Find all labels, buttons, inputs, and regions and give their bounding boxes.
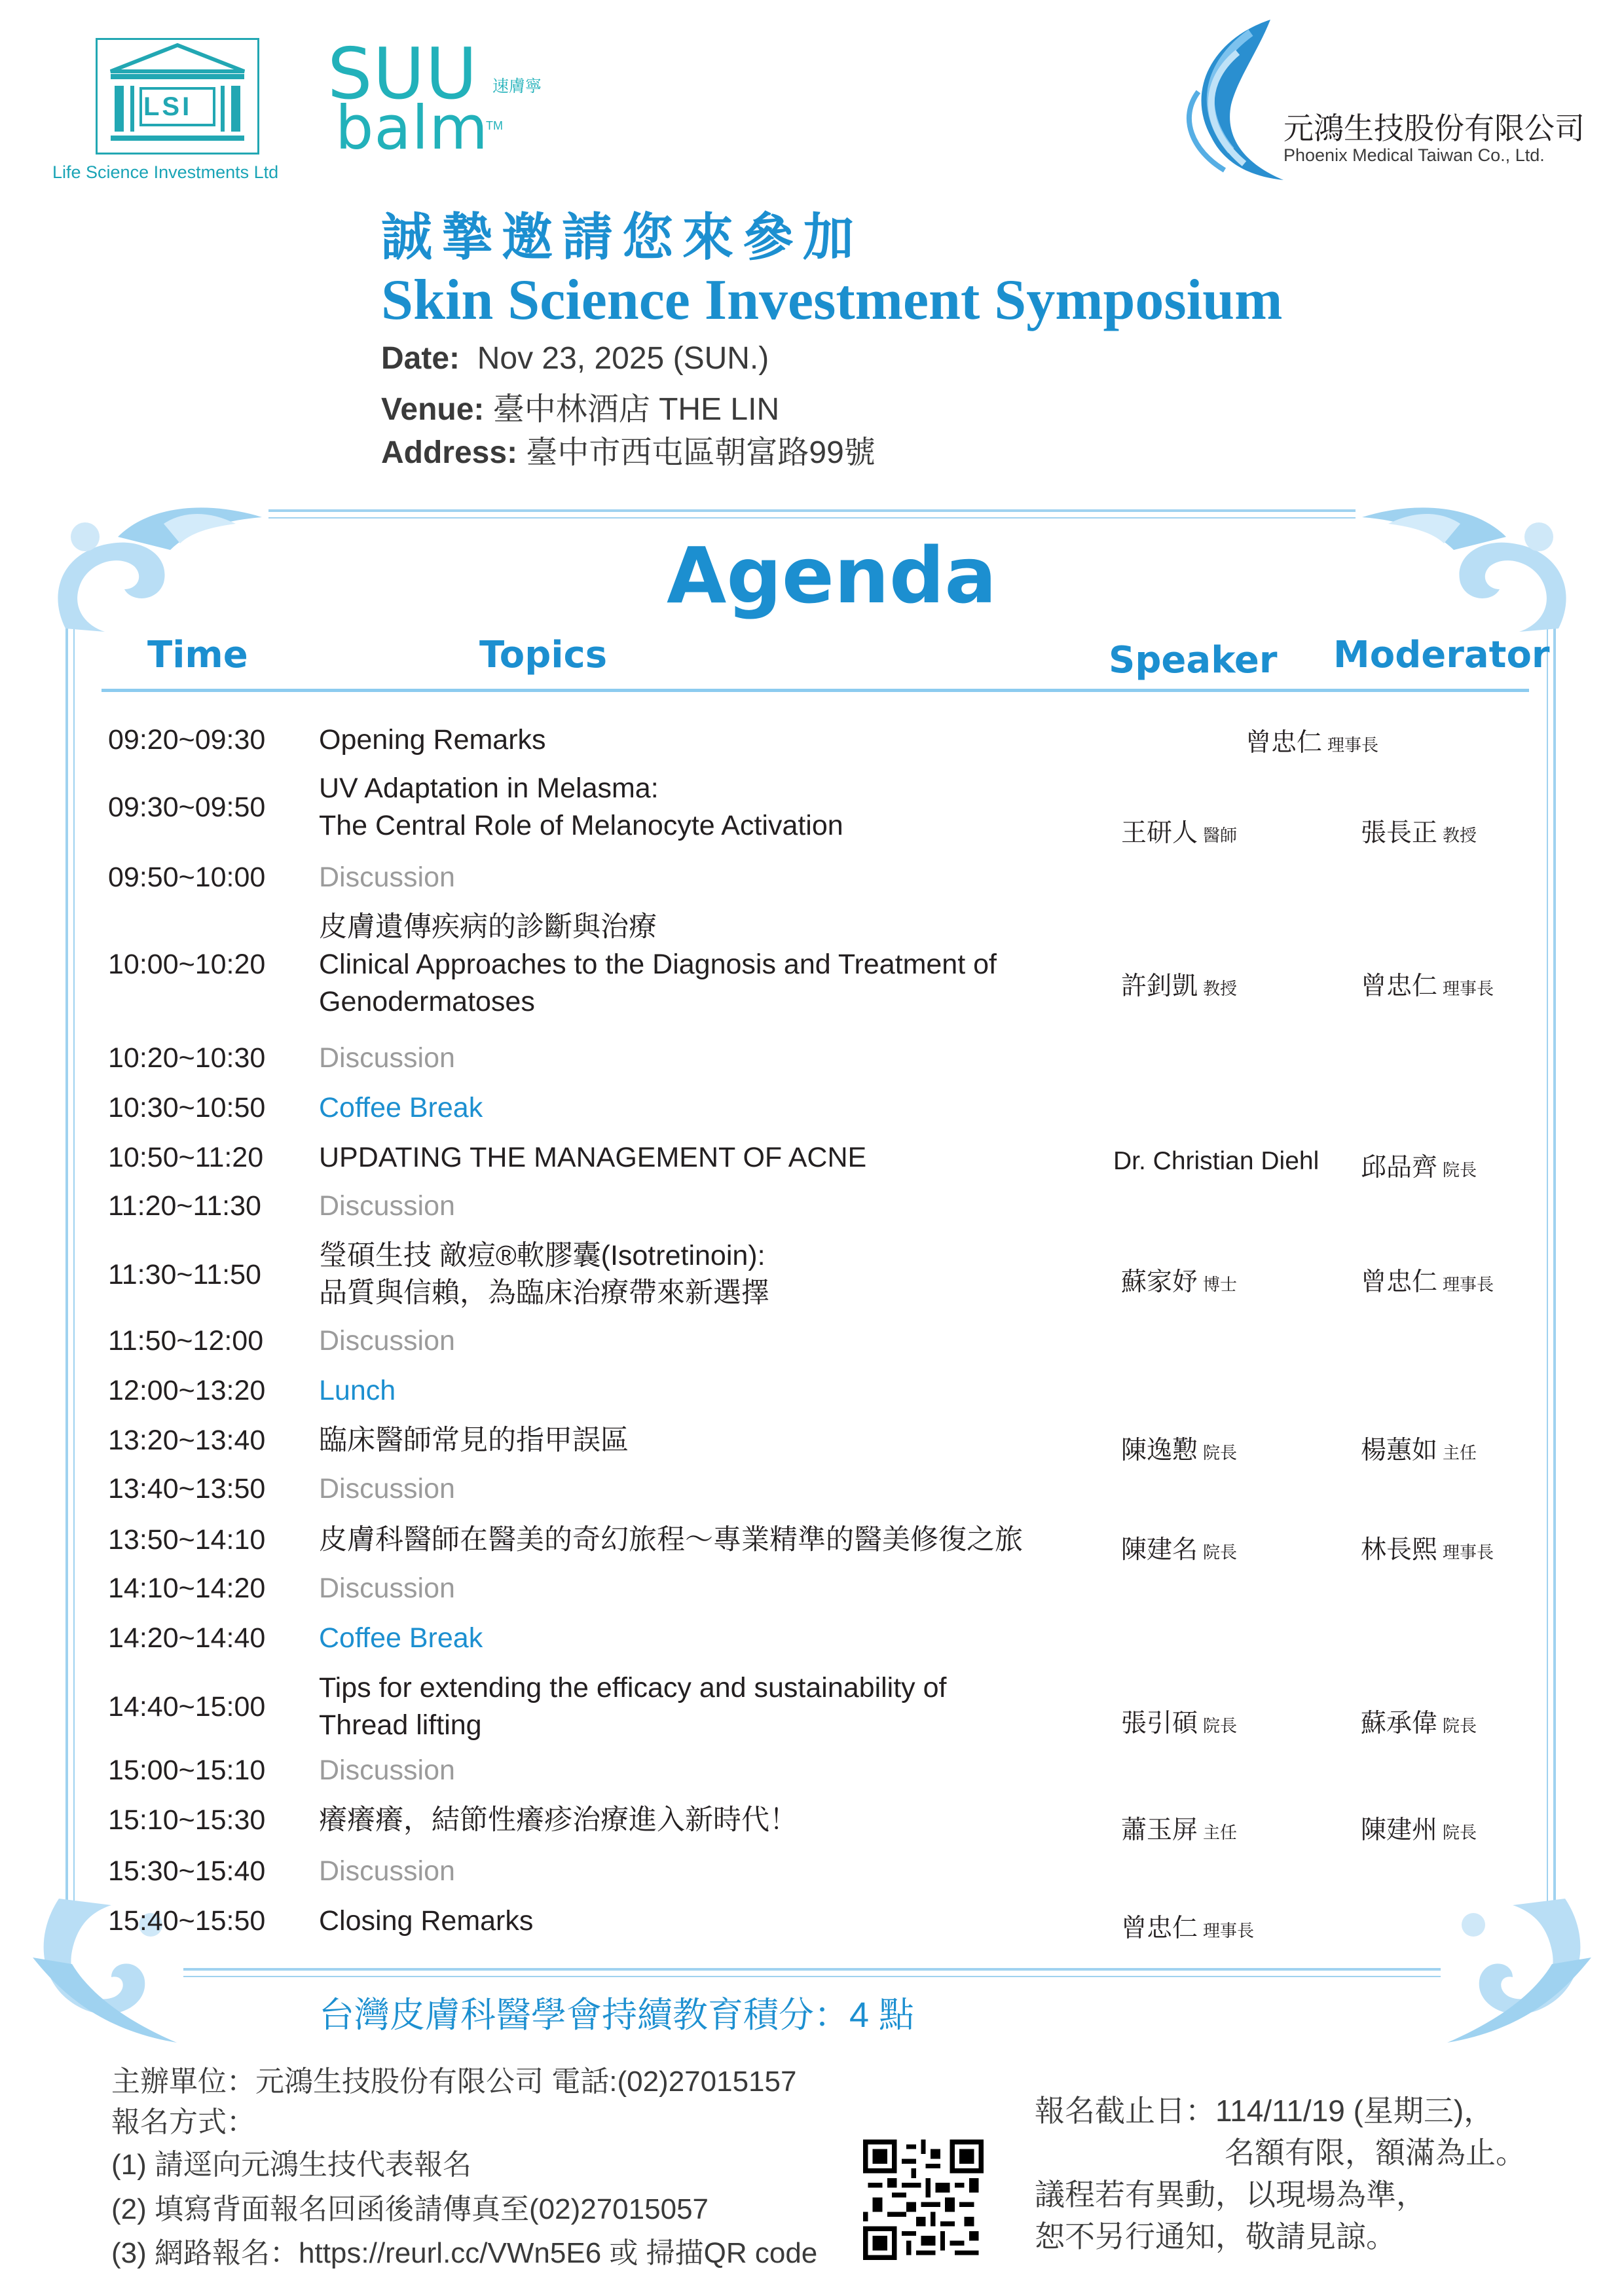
agenda-speaker (1121, 1430, 1237, 1467)
agenda-time: 15:30~15:40 (108, 1855, 266, 1887)
date-value: Nov 23, 2025 (SUN.) (477, 341, 769, 376)
moderator-name: 曾忠仁 (1361, 1267, 1438, 1296)
venue-line (381, 384, 779, 429)
agenda-topic: 皮膚遺傳疾病的診斷與治療 Clinical Approaches to the Diagnosis and Treatment of Genodermatoses (319, 911, 997, 1017)
organizer-line: 主辦單位：元鴻生技股份有限公司 電話:(02)27015157 (111, 2066, 797, 2098)
notice-line-1: 議程若有異動，以現場為準， (1035, 2178, 1426, 2212)
register-method-1: (1) 請逕向元鴻生技代表報名 (111, 2149, 471, 2181)
address-value: 臺中市西屯區朝富路99號 (526, 435, 876, 470)
speaker-name: 蕭玉屏 (1121, 1816, 1198, 1844)
agenda-time: 10:20~10:30 (108, 1042, 266, 1074)
speaker-name: 蘇家妤 (1121, 1267, 1198, 1296)
agenda-time: 09:20~09:30 (108, 724, 266, 756)
invitation-title: 誠摯邀請您來參加 (381, 208, 864, 266)
frame-line (1553, 622, 1556, 1905)
education-credit: 台灣皮膚科醫學會持續教育積分：4 點 (319, 1995, 915, 2035)
speaker-title: 院長 (1203, 1443, 1238, 1463)
column-header-moderator: Moderator (1333, 634, 1550, 676)
agenda-topic: Discussion (319, 862, 455, 893)
agenda-moderator (1361, 1529, 1494, 1566)
moderator-title: 院長 (1443, 1823, 1477, 1842)
agenda-time: 13:50~14:10 (108, 1524, 266, 1556)
agenda-topic: Tips for extending the efficacy and sustainability of Thread lifting (319, 1672, 947, 1741)
agenda-topic: UPDATING THE MANAGEMENT OF ACNE (319, 1142, 867, 1173)
deadline-line-1: 報名截止日：114/11/19 (星期三)， (1035, 2094, 1494, 2128)
moderator-title: 理事長 (1443, 1542, 1494, 1562)
agenda-time: 13:40~13:50 (108, 1473, 266, 1504)
agenda-topic: Opening Remarks (319, 724, 546, 756)
agenda-speaker (1121, 1908, 1254, 1944)
moderator-name: 邱品齊 (1361, 1154, 1438, 1182)
agenda-time: 11:20~11:30 (108, 1190, 261, 1222)
qr-code-icon[interactable] (863, 2140, 984, 2260)
speaker-name: 曾忠仁 (1121, 1914, 1198, 1942)
agenda-time: 13:20~13:40 (108, 1425, 266, 1456)
column-header-topics: Topics (479, 634, 608, 676)
lsi-text: LSI (143, 92, 193, 121)
agenda-title: Agenda (667, 530, 997, 621)
agenda-speaker (1121, 1262, 1237, 1298)
moderator-title: 主任 (1443, 1443, 1477, 1463)
agenda-moderator (1361, 966, 1494, 1002)
speaker-name: Dr. Christian Diehl (1113, 1147, 1320, 1175)
speaker-title: 博士 (1203, 1274, 1238, 1294)
venue-value: 臺中林酒店 THE LIN (492, 392, 780, 427)
agenda-moderator (1361, 1810, 1477, 1846)
suubalm-trademark: TM (486, 119, 503, 132)
suubalm-logo-bottom: balm (335, 93, 489, 163)
agenda-topic: Coffee Break (319, 1092, 483, 1123)
agenda-time: 14:10~14:20 (108, 1573, 266, 1604)
agenda-time: 15:10~15:30 (108, 1804, 266, 1836)
flourish-ornament-bottom-right (1408, 1886, 1604, 2049)
speaker-name: 許釗凱 (1121, 972, 1198, 1000)
notice-line-2: 恕不另行通知，敬請見諒。 (1035, 2219, 1396, 2253)
speaker-title: 理事長 (1203, 1921, 1255, 1941)
agenda-time: 15:40~15:50 (108, 1905, 266, 1937)
moderator-name: 曾忠仁 (1361, 972, 1438, 1000)
speaker-title: 醫師 (1203, 825, 1238, 845)
moderator-title: 院長 (1443, 1715, 1477, 1736)
agenda-topic: Lunch (319, 1375, 396, 1406)
moderator-name: 林長熙 (1361, 1536, 1438, 1564)
agenda-time: 11:30~11:50 (108, 1258, 261, 1290)
moderator-name: 陳建州 (1361, 1816, 1438, 1844)
agenda-time: 14:40~15:00 (108, 1690, 266, 1722)
speaker-name: 陳建名 (1121, 1536, 1198, 1564)
agenda-topic: Discussion (319, 1190, 455, 1222)
speaker-name: 王研人 (1121, 818, 1198, 847)
agenda-topic: UV Adaptation in Melasma: The Central Role of Melanocyte Activation (319, 773, 843, 841)
moderator-name: 楊蕙如 (1361, 1436, 1438, 1465)
moderator-title: 教授 (1443, 825, 1477, 845)
register-title: 報名方式： (111, 2106, 255, 2138)
speaker-title: 院長 (1203, 1715, 1238, 1736)
speaker-name: 陳逸懃 (1121, 1436, 1198, 1465)
agenda-topic: Discussion (319, 1325, 455, 1357)
suubalm-logo-top: SUU (327, 33, 478, 115)
lsi-caption: Life Science Investments Ltd (52, 162, 279, 182)
speaker-title: 院長 (1203, 1542, 1238, 1562)
agenda-topic: Discussion (319, 1473, 455, 1504)
venue-label: Venue: (381, 392, 485, 427)
agenda-topic: Discussion (319, 1573, 455, 1604)
agenda-speaker (1121, 1810, 1237, 1846)
phoenix-company-chinese: 元鴻生技股份有限公司 (1283, 111, 1585, 145)
agenda-time: 10:50~11:20 (108, 1142, 264, 1173)
moderator-name: 張長正 (1361, 818, 1438, 847)
column-header-speaker: Speaker (1109, 639, 1278, 682)
agenda-topic: Discussion (319, 1755, 455, 1786)
phoenix-icon (1172, 13, 1290, 190)
frame-line (65, 622, 68, 1905)
agenda-speaker (1113, 1147, 1319, 1176)
agenda-time: 15:00~15:10 (108, 1755, 266, 1786)
agenda-time: 11:50~12:00 (108, 1325, 264, 1357)
agenda-moderator (1361, 1262, 1494, 1298)
opening-host (1246, 722, 1378, 759)
agenda-moderator (1361, 1703, 1477, 1740)
agenda-topic: Closing Remarks (319, 1905, 534, 1937)
agenda-topic: 臨床醫師常見的指甲誤區 (319, 1425, 629, 1456)
speaker-name: 張引碩 (1121, 1709, 1198, 1738)
frame-line (183, 1968, 1441, 1971)
agenda-topic: Discussion (319, 1855, 455, 1887)
agenda-speaker (1121, 1703, 1237, 1740)
register-method-2: (2) 填寫背面報名回函後請傳真至(02)27015057 (111, 2193, 709, 2225)
speaker-title: 教授 (1203, 979, 1238, 998)
agenda-speaker (1121, 812, 1237, 849)
agenda-moderator (1361, 812, 1477, 849)
header-rule (101, 689, 1529, 692)
agenda-time: 09:30~09:50 (108, 791, 266, 823)
symposium-title: Skin Science Investment Symposium (381, 268, 1283, 332)
agenda-moderator (1361, 1430, 1477, 1467)
frame-line (73, 622, 75, 1905)
agenda-time: 10:00~10:20 (108, 949, 266, 980)
column-header-time: Time (147, 634, 248, 676)
frame-line (268, 509, 1356, 512)
agenda-topic: Discussion (319, 1042, 455, 1074)
agenda-time: 12:00~13:20 (108, 1375, 266, 1406)
agenda-time: 10:30~10:50 (108, 1092, 266, 1123)
speaker-title: 主任 (1203, 1823, 1238, 1842)
moderator-name: 蘇承偉 (1361, 1709, 1438, 1738)
phoenix-company-english: Phoenix Medical Taiwan Co., Ltd. (1283, 145, 1545, 165)
suubalm-chinese: 速膚寧 (492, 77, 542, 96)
address-label: Address: (381, 435, 518, 470)
address-line (381, 427, 876, 472)
deadline-line-2: 名額有限，額滿為止。 (1225, 2136, 1526, 2170)
agenda-speaker (1121, 1529, 1237, 1566)
agenda-topic: 瑩碩生技 敵痘®軟膠囊(Isotretinoin): 品質與信賴，為臨床治療帶來新選擇 (319, 1240, 769, 1309)
date-line (381, 340, 769, 376)
moderator-title: 理事長 (1443, 1274, 1494, 1294)
date-label: Date: (381, 341, 460, 376)
frame-line (268, 517, 1356, 519)
agenda-topic: Coffee Break (319, 1622, 483, 1654)
opening-host-name: 曾忠仁 (1246, 729, 1323, 757)
opening-host-title: 理事長 (1327, 735, 1379, 755)
agenda-speaker (1121, 966, 1237, 1002)
register-method-3[interactable]: (3) 網路報名：https://reurl.cc/VWn5E6 或 掃描QR code (111, 2237, 818, 2269)
agenda-time: 14:20~14:40 (108, 1622, 266, 1654)
agenda-time: 09:50~10:00 (108, 862, 266, 893)
frame-line (1547, 622, 1548, 1905)
lsi-logo (96, 38, 259, 155)
agenda-topic: 癢癢癢，結節性癢疹治療進入新時代！ (319, 1804, 798, 1836)
agenda-moderator (1361, 1147, 1477, 1184)
agenda-topic: 皮膚科醫師在醫美的奇幻旅程～專業精準的醫美修復之旅 (319, 1524, 1023, 1556)
frame-line (183, 1976, 1441, 1977)
moderator-title: 理事長 (1443, 979, 1494, 998)
moderator-title: 院長 (1443, 1160, 1477, 1180)
